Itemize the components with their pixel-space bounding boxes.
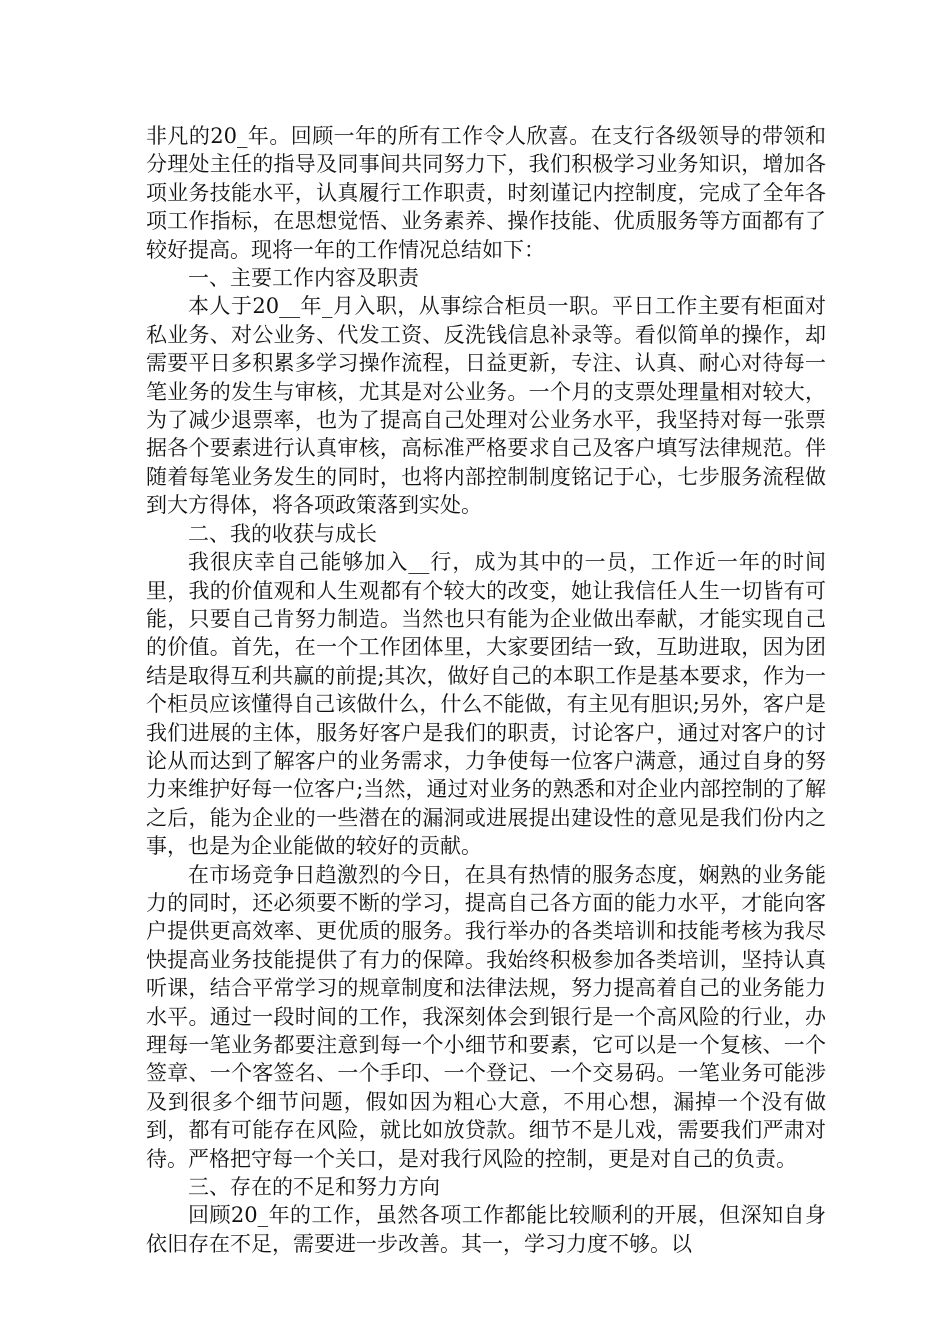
section-heading-3: 三、存在的不足和努力方向 [188, 1175, 440, 1200]
intro-paragraph: 非凡的20_年。回顾一年的所有工作令人欣喜。在支行各级领导的带领和分理处主任的指导及同事间共同努力下，我们积极学习业务知识，增加各项业务技能水平，认真履行工作职责，时刻谨记内控制度，完成了全年各项工作指标，在思想觉悟、业务素养、操作技能、优质服务等方面都有了较好提高。现将一年的工作情况总结如下： [146, 124, 826, 262]
section-3-paragraph: 回顾20_年的工作，虽然各项工作都能比较顺利的开展，但深知自身依旧存在不足，需要进一步改善。其一，学习力度不够。以 [146, 1203, 826, 1256]
section-heading-2: 二、我的收获与成长 [188, 521, 377, 546]
section-2-paragraph-2: 在市场竞争日趋激烈的今日，在具有热情的服务态度，娴熟的业务能力的同时，还必须要不断的学习，提高自己各方面的能力水平，才能向客户提供更高效率、更优质的服务。我行举办的各类培训和技能考核为我尽快提高业务技能提供了有力的保障。我始终积极参加各类培训，坚持认真听课，结合平常学习的规章制度和法律法规，努力提高着自己的业务能力水平。通过一段时间的工作，我深刻体会到银行是一个高风险的行业，办理每一笔业务都要注意到每一个小细节和要素，它可以是一个复核、一个签章、一个客签名、一个手印、一个登记、一个交易码。一笔业务可能涉及到很多个细节问题，假如因为粗心大意，不用心想，漏掉一个没有做到，都有可能存在风险，就比如放贷款。细节不是儿戏，需要我们严肃对待。严格把守每一个关口，是对我行风险的控制，更是对自己的负责。 [146, 862, 826, 1171]
section-1-paragraph: 本人于20__年_月入职，从事综合柜员一职。平日工作主要有柜面对私业务、对公业务、代发工资、反洗钱信息补录等。看似简单的操作，却需要平日多积累多学习操作流程，日益更新，专注、认真、耐心对待每一笔业务的发生与审核，尤其是对公业务。一个月的支票处理量相对较大，为了减少退票率，也为了提高自己处理对公业务水平，我坚持对每一张票据各个要素进行认真审核，高标准严格要求自己及客户填写法律规范。伴随着每笔业务发生的同时，也将内部控制制度铭记于心，七步服务流程做到大方得体，将各项政策落到实处。 [146, 294, 826, 518]
section-2-paragraph-1: 我很庆幸自己能够加入__行，成为其中的一员，工作近一年的时间里，我的价值观和人生观都有个较大的改变，她让我信任人生一切皆有可能，只要自己肯努力制造。当然也只有能为企业做出奉献，才能实现自己的价值。首先，在一个工作团体里，大家要团结一致，互助进取，因为团结是取得互利共赢的前提;其次，做好自己的本职工作是基本要求，作为一个柜员应该懂得自己该做什么，什么不能做，有主见有胆识;另外，客户是我们进展的主体，服务好客户是我们的职责，讨论客户，通过对客户的讨论从而达到了解客户的业务需求，力争使每一位客户满意，通过自身的努力来维护好每一位客户;当然，通过对业务的熟悉和对企业内部控制的了解之后，能为企业的一些潜在的漏洞或进展提出建设性的意见是我们份内之事，也是为企业能做的较好的贡献。 [146, 550, 826, 859]
document-page [146, 122, 826, 1258]
section-heading-1: 一、主要工作内容及职责 [188, 266, 419, 291]
